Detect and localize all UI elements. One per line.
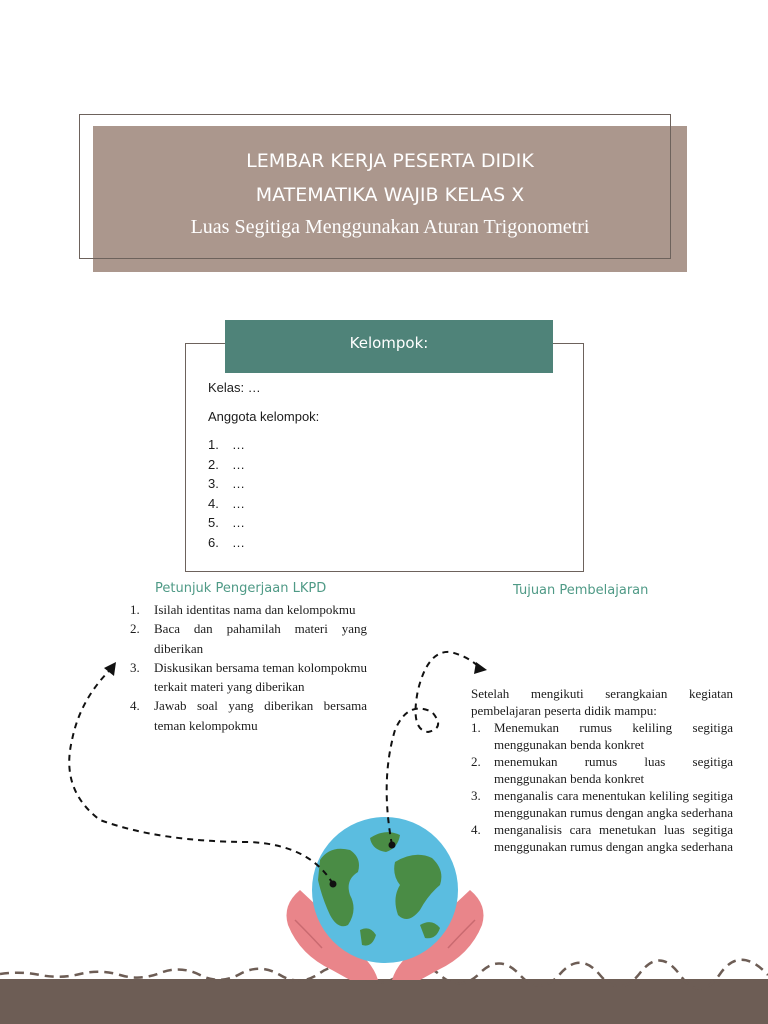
goal-number: 4. <box>471 822 481 837</box>
member-value: … <box>232 476 245 491</box>
goal-item <box>471 719 733 753</box>
goals-intro: Setelah mengikuti serangkaian kegiatan pembelajaran peserta didik mampu: <box>471 686 733 718</box>
member-item[interactable] <box>208 455 245 475</box>
member-number: 4. <box>208 495 219 511</box>
member-number: 2. <box>208 456 219 472</box>
instruction-number: 2. <box>130 621 140 637</box>
goals-heading: Tujuan Pembelajaran <box>513 583 649 598</box>
arrow-dot-left <box>330 881 337 888</box>
member-number: 1. <box>208 437 219 452</box>
class-field[interactable]: Kelas: … <box>208 380 261 395</box>
worksheet-title: LEMBAR KERJA PESERTA DIDIK <box>246 150 534 172</box>
member-value: … <box>232 437 245 452</box>
arrow-dot-right <box>389 842 396 849</box>
ground-strip <box>0 979 768 1024</box>
instruction-item <box>130 619 367 658</box>
instruction-text: Baca dan pahamilah materi yang diberikan <box>154 621 367 656</box>
instruction-number: 1. <box>130 602 140 617</box>
member-list <box>208 435 245 552</box>
instruction-number: 4. <box>130 698 140 714</box>
instruction-text: Isilah identitas nama dan kelompokmu <box>154 602 356 617</box>
instruction-text: Diskusikan bersama teman kolompokmu terkait materi yang diberikan <box>154 659 367 695</box>
member-item[interactable] <box>208 494 245 514</box>
member-number: 6. <box>208 534 219 550</box>
subject-title: MATEMATIKA WAJIB KELAS X <box>255 184 525 206</box>
member-number: 3. <box>208 476 219 491</box>
dashed-arrow-right <box>387 652 480 845</box>
goal-number: 1. <box>471 720 481 735</box>
instruction-item <box>130 658 367 697</box>
member-item[interactable] <box>208 533 245 553</box>
instructions-list <box>130 600 367 735</box>
goal-text: menganalis cara menentukan keliling segitiga menggunakan rumus dengan angka sederhana <box>494 788 733 820</box>
goal-item <box>471 753 733 787</box>
member-item[interactable] <box>208 474 245 494</box>
instruction-text: Jawab soal yang diberikan bersama teman kelompokmu <box>154 698 367 733</box>
member-item[interactable] <box>208 435 245 455</box>
goal-text: menemukan rumus luas segitiga menggunakan benda konkret <box>494 754 733 786</box>
goal-item <box>471 821 733 855</box>
member-number: 5. <box>208 515 219 530</box>
member-value: … <box>232 456 245 472</box>
goal-item <box>471 787 733 821</box>
goal-text: menganalisis cara menetukan luas segitiga menggunakan rumus dengan angka sederhana <box>494 822 733 854</box>
group-header: Kelompok: <box>225 320 553 373</box>
member-value: … <box>232 515 245 530</box>
arrowhead-left <box>104 662 116 676</box>
globe-icon <box>312 817 458 963</box>
members-label: Anggota kelompok: <box>208 409 320 424</box>
arrowhead-right <box>474 662 487 674</box>
instruction-item <box>130 600 367 619</box>
member-value: … <box>232 495 245 511</box>
goal-number: 3. <box>471 788 481 803</box>
instruction-item <box>130 696 367 735</box>
instructions-heading: Petunjuk Pengerjaan LKPD <box>155 581 327 596</box>
member-item[interactable] <box>208 513 245 533</box>
goal-text: Menemukan rumus keliling segitiga menggunakan benda konkret <box>494 720 733 752</box>
member-value: … <box>232 534 245 550</box>
goal-number: 2. <box>471 754 481 769</box>
instruction-number: 3. <box>130 659 140 675</box>
topic-title: Luas Segitiga Menggunakan Aturan Trigonometri <box>190 216 590 238</box>
goals-list <box>471 719 733 855</box>
